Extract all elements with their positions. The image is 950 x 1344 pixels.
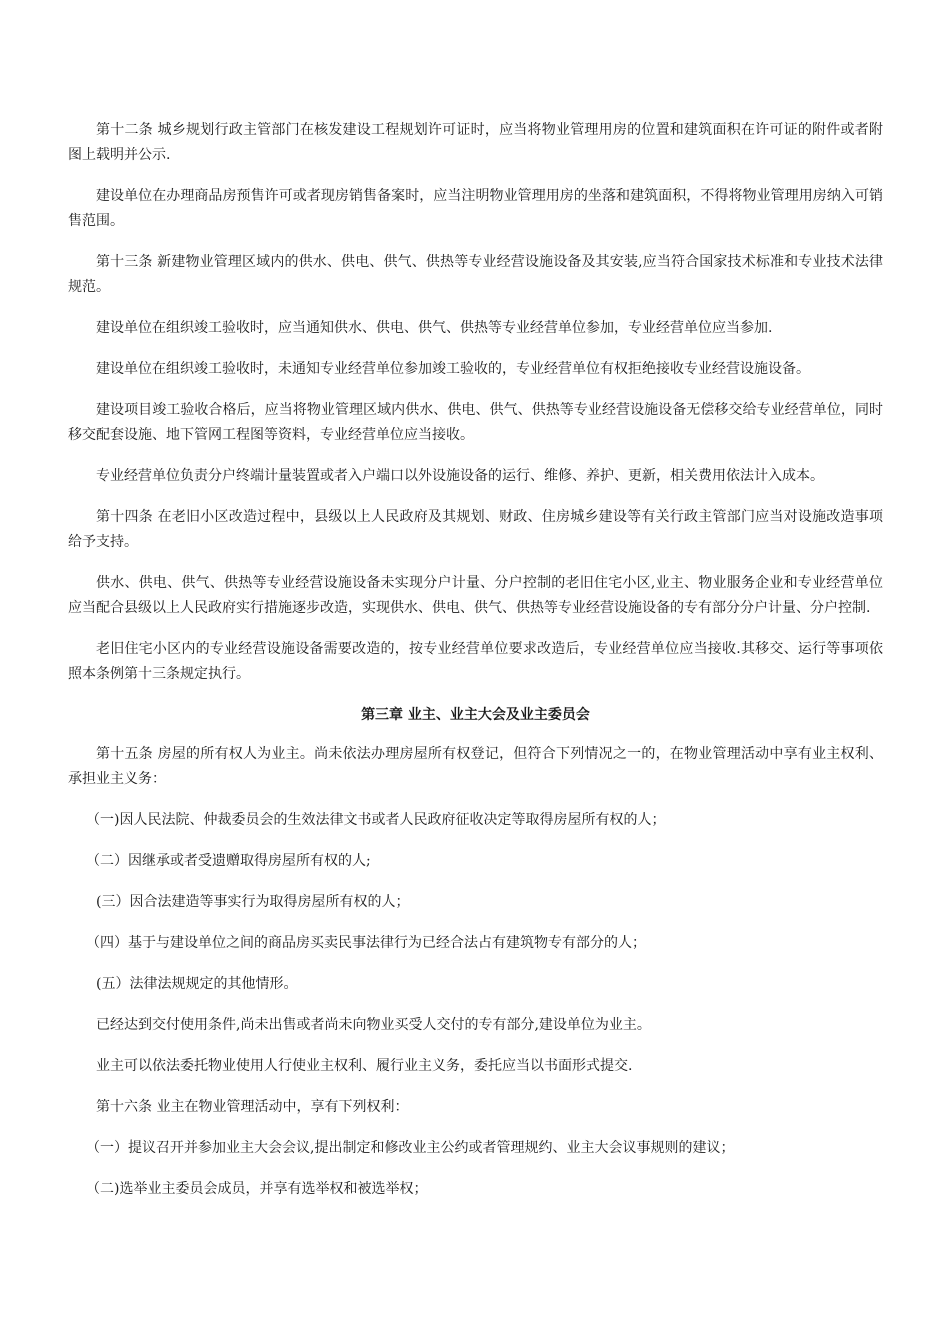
list-item: （二)选举业主委员会成员，并享有选举权和被选举权； bbox=[86, 1181, 428, 1197]
paragraph: 建设单位在组织竣工验收时，未通知专业经营单位参加竣工验收的，专业经营单位有权拒绝接收专业经营设施设备。 bbox=[96, 361, 810, 377]
chapter-heading: 第三章 业主、业主大会及业主委员会 bbox=[361, 707, 590, 723]
paragraph: 第十四条 在老旧小区改造过程中，县级以上人民政府及其规划、财政、住房城乡建设等有关行政主管部门应当对设施改造事项给予支持。 bbox=[68, 509, 883, 550]
list-item: （一)因人民法院、仲裁委员会的生效法律文书或者人民政府征收决定等取得房屋所有权的人； bbox=[86, 812, 666, 828]
paragraph: 已经达到交付使用条件,尚未出售或者尚未向物业买受人交付的专有部分,建设单位为业主。 bbox=[96, 1017, 651, 1033]
paragraph: 建设单位在组织竣工验收时，应当通知供水、供电、供气、供热等专业经营单位参加，专业经营单位应当参加. bbox=[96, 320, 773, 336]
paragraph: 老旧住宅小区内的专业经营设施设备需要改造的，按专业经营单位要求改造后，专业经营单位应当接收.其移交、运行等事项依照本条例第十三条规定执行。 bbox=[68, 641, 883, 682]
paragraph: 第十六条 业主在物业管理活动中，享有下列权利： bbox=[96, 1099, 409, 1115]
paragraph: 第十五条 房屋的所有权人为业主。尚未依法办理房屋所有权登记，但符合下列情况之一的，在物业管理活动中享有业主权利、承担业主义务： bbox=[68, 746, 883, 787]
paragraph: 第十二条 城乡规划行政主管部门在核发建设工程规划许可证时，应当将物业管理用房的位置和建筑面积在许可证的附件或者附图上载明并公示. bbox=[68, 122, 883, 163]
paragraph: 业主可以依法委托物业使用人行使业主权利、履行业主义务，委托应当以书面形式提交. bbox=[96, 1058, 633, 1074]
list-item: (三）因合法建造等事实行为取得房屋所有权的人； bbox=[96, 894, 410, 910]
list-item: （一）提议召开并参加业主大会会议,提出制定和修改业主公约或者管理规约、业主大会议事规则的建议； bbox=[86, 1140, 735, 1156]
list-item: （二）因继承或者受遗赠取得房屋所有权的人; bbox=[86, 853, 371, 869]
list-item: （四）基于与建设单位之间的商品房买卖民事法律行为已经合法占有建筑物专有部分的人； bbox=[86, 935, 646, 951]
paragraph: 建设项目竣工验收合格后，应当将物业管理区域内供水、供电、供气、供热等专业经营设施设备无偿移交给专业经营单位，同时移交配套设施、地下管网工程图等资料，专业经营单位应当接收。 bbox=[68, 402, 883, 443]
paragraph: 供水、供电、供气、供热等专业经营设施设备未实现分户计量、分户控制的老旧住宅小区,业主、物业服务企业和专业经营单位应当配合县级以上人民政府实行措施逐步改造，实现供水、供电、供气、供热等专业经营设施设备的专有部分分户计量、分户控制. bbox=[68, 575, 883, 616]
list-item: (五）法律法规规定的其他情形。 bbox=[96, 976, 298, 992]
paragraph: 第十三条 新建物业管理区域内的供水、供电、供气、供热等专业经营设施设备及其安装,应当符合国家技术标准和专业技术法律规范。 bbox=[68, 254, 883, 295]
document-page bbox=[68, 118, 883, 1218]
paragraph: 专业经营单位负责分户终端计量装置或者入户端口以外设施设备的运行、维修、养护、更新，相关费用依法计入成本。 bbox=[96, 468, 824, 484]
paragraph: 建设单位在办理商品房预售许可或者现房销售备案时，应当注明物业管理用房的坐落和建筑面积，不得将物业管理用房纳入可销售范围。 bbox=[68, 188, 883, 229]
